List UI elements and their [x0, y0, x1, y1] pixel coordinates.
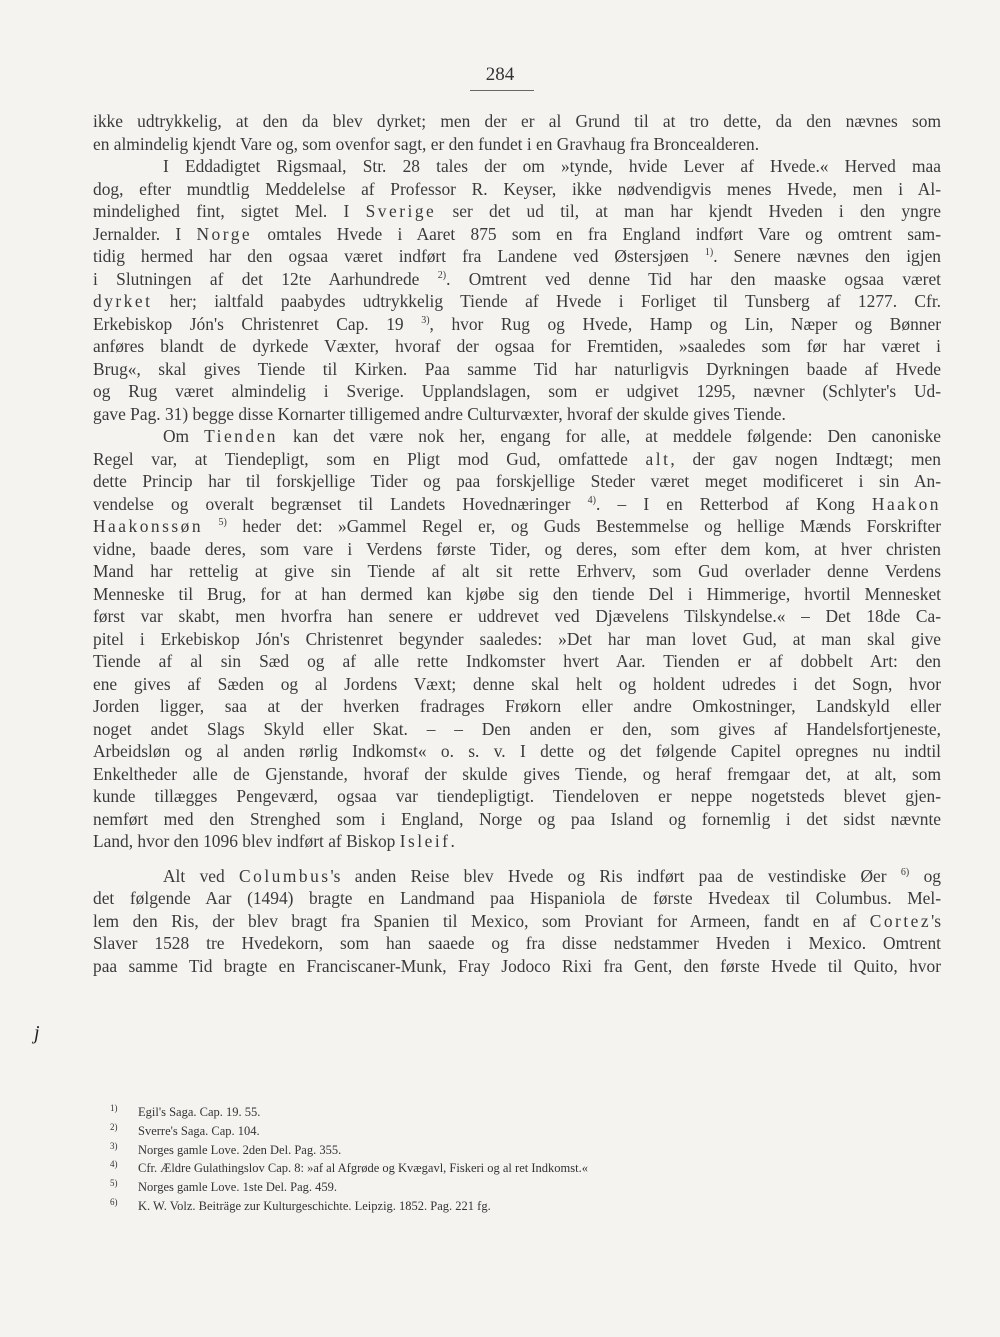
- text-line: [93, 718, 941, 741]
- footnote-text: Egil's Saga. Cap. 19. 55.: [138, 1105, 261, 1119]
- text-run: vidne, baade deres, som vare i Verdens første Tider, og deres, som efter dem kom, at hver christen: [93, 538, 941, 559]
- spaced-emphasis: Columbus: [239, 865, 331, 886]
- text-run: . – I en Retterbod af Kong: [596, 493, 872, 514]
- text-line: [93, 223, 941, 246]
- spaced-emphasis: Haakon: [871, 493, 941, 514]
- text-run: mindelighed fint, sigtet Mel. I: [93, 201, 366, 221]
- footnote-reference: 2): [437, 269, 447, 281]
- text-line: [93, 740, 941, 763]
- footnote: [110, 1141, 830, 1160]
- text-run: .: [450, 831, 455, 851]
- text-line: [93, 268, 941, 291]
- text-run: ikke udtrykkelig, at den da blev dyrket; men der er al Grund til at tro dette, da den nævnes som: [93, 111, 941, 131]
- text-run: her; ialtfald paabydes udtrykkelig Tiende af Hvede i Forliget til Tunsberg af 1277. Cfr.: [152, 291, 941, 311]
- text-run: Om: [163, 426, 205, 446]
- text-line: [93, 785, 941, 808]
- footnote: [110, 1178, 830, 1197]
- text-run: noget andet Slags Skyld eller Skat. – – Den anden er den, som gives af Handelsfortjeneste,: [93, 718, 941, 739]
- footnote-marker-number: 3): [110, 1140, 118, 1151]
- text-run: det følgende Aar (1494) bragte en Landmand paa Hispaniola de første Hvedeax til Columbus. Mel-: [93, 888, 941, 908]
- text-run: og: [909, 865, 941, 886]
- text-line: [93, 865, 941, 888]
- text-run: ser det ud til, at man har kjendt Hveden i den yngre: [436, 201, 941, 221]
- footnotes: [110, 1103, 830, 1216]
- footnote-marker: [110, 1141, 138, 1160]
- footnote: [110, 1103, 830, 1122]
- footnote-marker-number: 1): [110, 1102, 118, 1113]
- text-run: Erkebiskop Jón's Christenret Cap. 19: [93, 313, 422, 334]
- text-line: [93, 493, 941, 516]
- text-run: Tiende af al sin Sæd og af alle rette Indkomster hvert Aar. Tienden er af dobbelt Art: den: [93, 651, 941, 671]
- text-run: tidig hermed har den ogsaa været indført fra Landene ved Østersjøen: [93, 246, 705, 266]
- text-run: kan det være nok her, engang for alle, at meddele følgende: Den canoniske: [278, 426, 941, 446]
- text-line: [93, 155, 941, 178]
- text-line: [93, 313, 941, 336]
- footnote-text: Norges gamle Love. 1ste Del. Pag. 459.: [138, 1180, 338, 1195]
- footnote-marker-number: 2): [110, 1121, 118, 1132]
- page-number-rule: [470, 90, 534, 91]
- footnote-marker: [110, 1159, 138, 1178]
- text-run: . Senere nævnes den igjen: [713, 246, 942, 266]
- spaced-emphasis: Isleif: [399, 831, 451, 851]
- text-run: anføres blandt de dyrkede Væxter, hvoraf der ogsaa for Fremtiden, »saaledes som før har været i: [93, 336, 941, 356]
- margin-mark: j: [34, 1022, 40, 1044]
- footnote-reference: 6): [900, 866, 910, 878]
- text-run: Mand har rettelig at give sin Tiende af alt sit rette Erhverv, som Gud overlader denne Verdens: [93, 561, 941, 581]
- page-number: 284: [485, 64, 515, 85]
- text-run: lem den Ris, der blev bragt fra Spanien til Mexico, som Proviant for Armeen, fandt en af: [93, 910, 870, 931]
- text-run: , hvor Rug og Hvede, Hamp og Lin, Næper og Bønner: [429, 313, 941, 334]
- text-line: [93, 673, 941, 696]
- footnote-text: Norges gamle Love. 2den Del. Pag. 355.: [138, 1142, 342, 1157]
- spaced-emphasis: Cortez: [869, 910, 932, 931]
- footnote-reference: 5): [218, 517, 227, 529]
- text-line: [93, 133, 941, 156]
- text-run: vendelse og overalt begrænset til Landets Hovednæringer: [93, 493, 588, 514]
- text-run: Regel var, at Tiendepligt, som en Pligt mod Gud, omfattede: [93, 448, 646, 469]
- text-line: [93, 178, 941, 201]
- footnote-reference: 3): [421, 314, 430, 326]
- text-line: [93, 470, 941, 493]
- text-line: [93, 910, 941, 933]
- footnote-text: K. W. Volz. Beiträge zur Kulturgeschichte. Leipzig. 1852. Pag. 221 fg.: [138, 1198, 491, 1213]
- text-run: ene gives af Sæden og al Jordens Væxt; denne skal helt og holdent udredes i det Sogn, hvor: [93, 673, 941, 694]
- text-run: Slaver 1528 tre Hvedekorn, som han saaede og fra disse nedstammer Hveden i Mexico. Omtrent: [93, 933, 941, 953]
- footnote-marker-number: 6): [110, 1196, 118, 1207]
- footnote-marker-number: 4): [110, 1159, 118, 1170]
- footnote-text: Cfr. Ældre Gulathingslov Cap. 8: »af al Afgrøde og Kvægavl, Fiskeri og al ret Indkomst.«: [138, 1161, 588, 1176]
- text-run: Enkeltheder alle de Gjenstande, hvoraf der skulde gives Tiende, og heraf fremgaar det, at alt, som: [93, 763, 941, 784]
- text-line: [93, 358, 941, 381]
- spaced-emphasis: dyrket: [93, 291, 153, 311]
- footnote-marker: [110, 1103, 138, 1122]
- footnote-marker: [110, 1122, 138, 1141]
- text-run: nemført med den Strenghed som i England, Norge og paa Island og fornemlig i det sidst nævnte: [93, 808, 941, 829]
- text-line: [93, 932, 941, 955]
- text-run: . Omtrent ved denne Tid har den maaske ogsaa været: [446, 268, 942, 289]
- text-line: [93, 515, 941, 538]
- text-run: 's: [931, 910, 941, 931]
- text-run: , der gav nogen Indtægt; men: [670, 448, 941, 469]
- text-line: [93, 448, 941, 471]
- footnote: [110, 1197, 830, 1216]
- text-run: kunde tillægges Pengeværd, ogsaa var tiendepligtigt. Tiendeloven er neppe nogetsteds blevet gjen-: [93, 786, 941, 806]
- text-run: gave Pag. 31) begge disse Kornarter tilligemed andre Culturvæxter, hvoraf der skulde gives Tiende.: [93, 403, 786, 424]
- footnote-marker: [110, 1197, 138, 1216]
- text-line: [93, 628, 941, 651]
- text-run: Land, hvor den 1096 blev indført af Biskop: [93, 831, 400, 851]
- body-text: [93, 110, 941, 977]
- text-line: [93, 335, 941, 358]
- text-line: [93, 830, 941, 853]
- text-line: [93, 425, 941, 448]
- text-line: [93, 583, 941, 606]
- text-run: [203, 516, 219, 536]
- text-run: 's anden Reise blev Hvede og Ris indført paa de vestindiske Øer: [330, 865, 901, 886]
- spaced-emphasis: Tienden: [204, 426, 278, 446]
- text-run: først var skabt, men hvorfra han senere er uddrevet ved Djævelens Tilskyndelse.« – Det 18de Ca-: [93, 606, 941, 626]
- text-line: [93, 695, 941, 718]
- text-line: [93, 200, 941, 223]
- text-line: [93, 403, 941, 426]
- text-run: pitel i Erkebiskop Jón's Christenret begynder saaledes: »Det har man lovet Gud, at man skal give: [93, 628, 941, 649]
- spaced-emphasis: Norge: [196, 223, 253, 244]
- text-run: og Rug været almindelig i Sverige. Upplandslagen, som er udgivet 1295, nævner (Schlyter's Ud-: [93, 381, 941, 401]
- spaced-emphasis: Haakonssøn: [93, 516, 204, 536]
- text-line: [93, 808, 941, 831]
- text-run: Jorden ligger, saa at der hverken fradrages Frøkorn eller andre Omkostninger, Landskyld eller: [93, 696, 941, 716]
- text-run: paa samme Tid bragte en Franciscaner-Munk, Fray Jodoco Rixi fra Gent, den første Hvede til Quito, hvor: [93, 955, 941, 976]
- text-line: [93, 245, 941, 268]
- text-run: dette Princip har til forskjellige Tider og paa forskjellige Steder været meget modificeret i sin An-: [93, 471, 941, 491]
- text-run: Arbeidsløn og al anden rørlig Indkomst« o. s. v. I dette og det følgende Capitel opregnes nu indtil: [93, 741, 941, 761]
- text-line: [93, 887, 941, 910]
- text-line: [93, 380, 941, 403]
- text-run: en almindelig kjendt Vare og, som ovenfor sagt, er den fundet i en Gravhaug fra Broncealderen.: [93, 133, 760, 154]
- footnote-marker-number: 5): [110, 1178, 118, 1189]
- text-line: [93, 650, 941, 673]
- footnote-marker: [110, 1178, 138, 1197]
- footnote: [110, 1122, 830, 1141]
- text-line: [93, 560, 941, 583]
- text-line: [93, 605, 941, 628]
- text-run: i Slutningen af det 12te Aarhundrede: [93, 268, 438, 289]
- text-run: I Eddadigtet Rigsmaal, Str. 28 tales der om »tynde, hvide Lever af Hvede.« Herved maa: [163, 156, 941, 176]
- text-line: [93, 763, 941, 786]
- text-run: Alt ved: [163, 865, 240, 886]
- footnote-reference: 1): [704, 247, 714, 259]
- footnote-reference: 4): [587, 494, 597, 506]
- text-line: [93, 290, 941, 313]
- text-run: omtales Hvede i Aaret 875 som en fra England indført Vare og omtrent sam-: [252, 223, 941, 244]
- footnote: [110, 1159, 830, 1178]
- text-run: Jernalder. I: [93, 223, 197, 244]
- spaced-emphasis: alt: [645, 448, 671, 469]
- text-run: Menneske til Brug, for at han dermed kan kjøbe sig den tiende Del i Himmerige, hvortil Mennesket: [93, 583, 941, 604]
- text-line: [93, 955, 941, 978]
- paragraph-gap: [93, 853, 941, 865]
- text-line: [93, 538, 941, 561]
- spaced-emphasis: Sverige: [365, 201, 437, 221]
- text-run: Brug«, skal gives Tiende til Kirken. Paa samme Tid har naturligvis Dyrkningen baade af Hvede: [93, 358, 941, 379]
- text-line: [93, 110, 941, 133]
- footnote-text: Sverre's Saga. Cap. 104.: [138, 1123, 260, 1138]
- text-run: dog, efter mundtlig Meddelelse af Professor R. Keyser, ikke nødvendigvis menes Hvede, men i Al-: [93, 178, 941, 199]
- text-run: heder det: »Gammel Regel er, og Guds Bestemmelse og hellige Mænds Forskrifter: [226, 516, 941, 536]
